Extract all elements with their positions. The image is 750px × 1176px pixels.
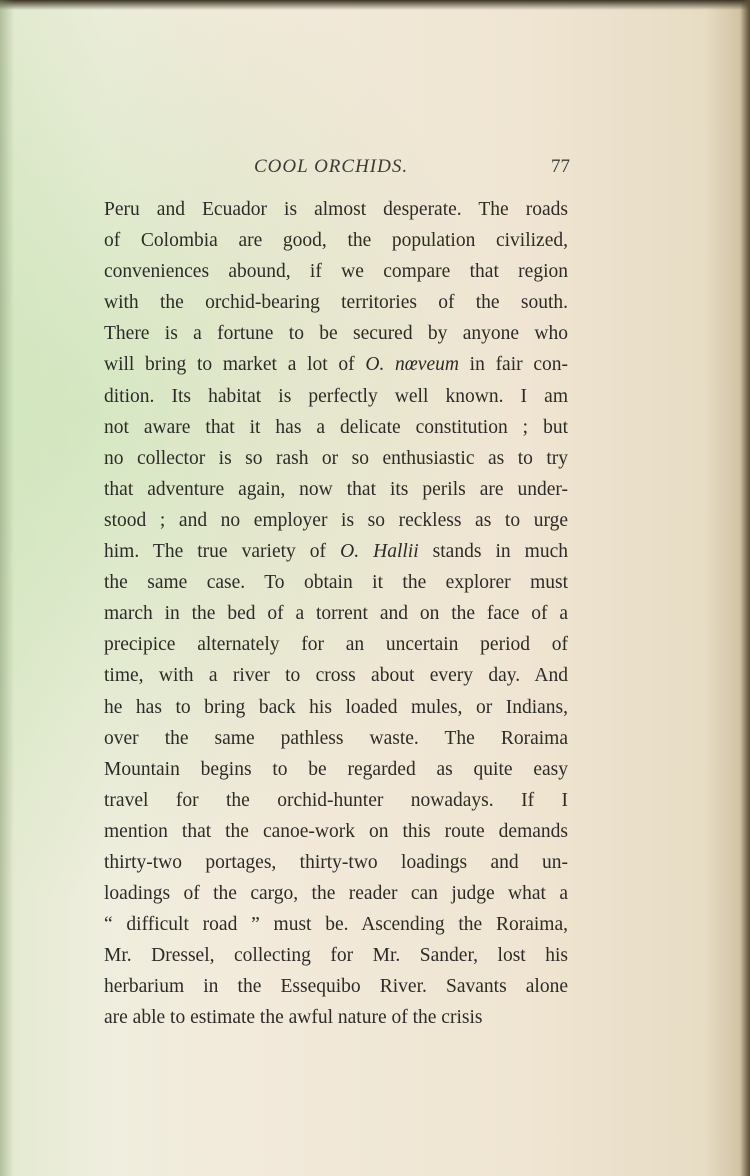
text-line (104, 443, 568, 474)
text-line-segment: in fair con- (458, 354, 568, 376)
text-line-segment: mention that the canoe-work on this route demands (104, 820, 568, 842)
text-line-segment: There is a fortune to be secured by anyone who (104, 323, 568, 345)
italic-species-name: O. Hallii (340, 541, 419, 563)
text-line (104, 909, 568, 940)
text-line-segment: precipice alternately for an uncertain period of (104, 634, 568, 656)
text-line-segment: him. The true variety of (104, 541, 341, 563)
running-head: COOL ORCHIDS. (254, 156, 409, 177)
text-line (104, 412, 568, 443)
text-line (104, 505, 568, 536)
page-right-edge-shadow (740, 0, 750, 1176)
text-line-segment: herbarium in the Essequibo River. Savants alone (104, 976, 568, 998)
text-line (104, 785, 568, 816)
text-line-segment: of Colombia are good, the population civilized, (104, 230, 568, 252)
text-line (104, 754, 568, 785)
text-line-segment: conveniences abound, if we compare that region (104, 261, 568, 283)
text-line (104, 349, 568, 380)
text-line-segment: stood ; and no employer is so reckless as to urge (104, 509, 568, 531)
text-line-segment: thirty-two portages, thirty-two loadings and un- (104, 851, 568, 873)
text-line (104, 816, 568, 847)
text-line-segment: will bring to market a lot of (104, 354, 366, 376)
text-line-segment: no collector is so rash or so enthusiastic as to try (104, 447, 568, 469)
text-line (104, 225, 568, 256)
text-line-segment: loadings of the cargo, the reader can judge what a (104, 883, 568, 905)
page-left-shadow (0, 0, 14, 1176)
text-line (104, 971, 568, 1002)
page-top-edge-shadow (0, 0, 750, 10)
text-line-segment: dition. Its habitat is perfectly well known. I am (104, 385, 568, 407)
text-line-segment: with the orchid-bearing territories of the south. (104, 292, 568, 314)
text-line (104, 1002, 568, 1033)
body-text (104, 194, 568, 1034)
text-line-segment: are able to estimate the awful nature of the crisis (104, 1007, 483, 1029)
page-header (100, 156, 570, 186)
text-line-segment: over the same pathless waste. The Roraima (104, 727, 568, 749)
text-line-segment: he has to bring back his loaded mules, or Indians, (104, 696, 568, 718)
text-line-segment: that adventure again, now that its perils are under- (104, 478, 568, 500)
text-line (104, 567, 568, 598)
text-line (104, 878, 568, 909)
text-line (104, 381, 568, 412)
italic-species-name: O. nœveum (365, 354, 459, 376)
text-line (104, 536, 568, 567)
text-line (104, 629, 568, 660)
text-line (104, 287, 568, 318)
text-line-segment: Mountain begins to be regarded as quite easy (104, 758, 568, 780)
text-line (104, 194, 568, 225)
text-line-segment: stands in much (418, 541, 569, 563)
text-line (104, 256, 568, 287)
text-line (104, 474, 568, 505)
text-line-segment: time, with a river to cross about every day. And (104, 665, 568, 687)
text-line-segment: the same case. To obtain it the explorer must (104, 572, 568, 594)
text-line-segment: travel for the orchid-hunter nowadays. If I (104, 789, 568, 811)
text-line (104, 847, 568, 878)
text-line (104, 940, 568, 971)
text-line (104, 692, 568, 723)
page-number: 77 (551, 156, 570, 177)
text-line (104, 660, 568, 691)
text-line-segment: not aware that it has a delicate constitution ; but (104, 416, 568, 438)
text-line (104, 598, 568, 629)
text-line-segment: Peru and Ecuador is almost desperate. The roads (104, 199, 568, 220)
text-line-segment: “ difficult road ” must be. Ascending the Roraima, (104, 914, 568, 936)
text-line (104, 318, 568, 349)
text-line-segment: march in the bed of a torrent and on the face of a (104, 603, 568, 625)
text-line-segment: Mr. Dressel, collecting for Mr. Sander, lost his (104, 945, 568, 967)
text-line (104, 723, 568, 754)
